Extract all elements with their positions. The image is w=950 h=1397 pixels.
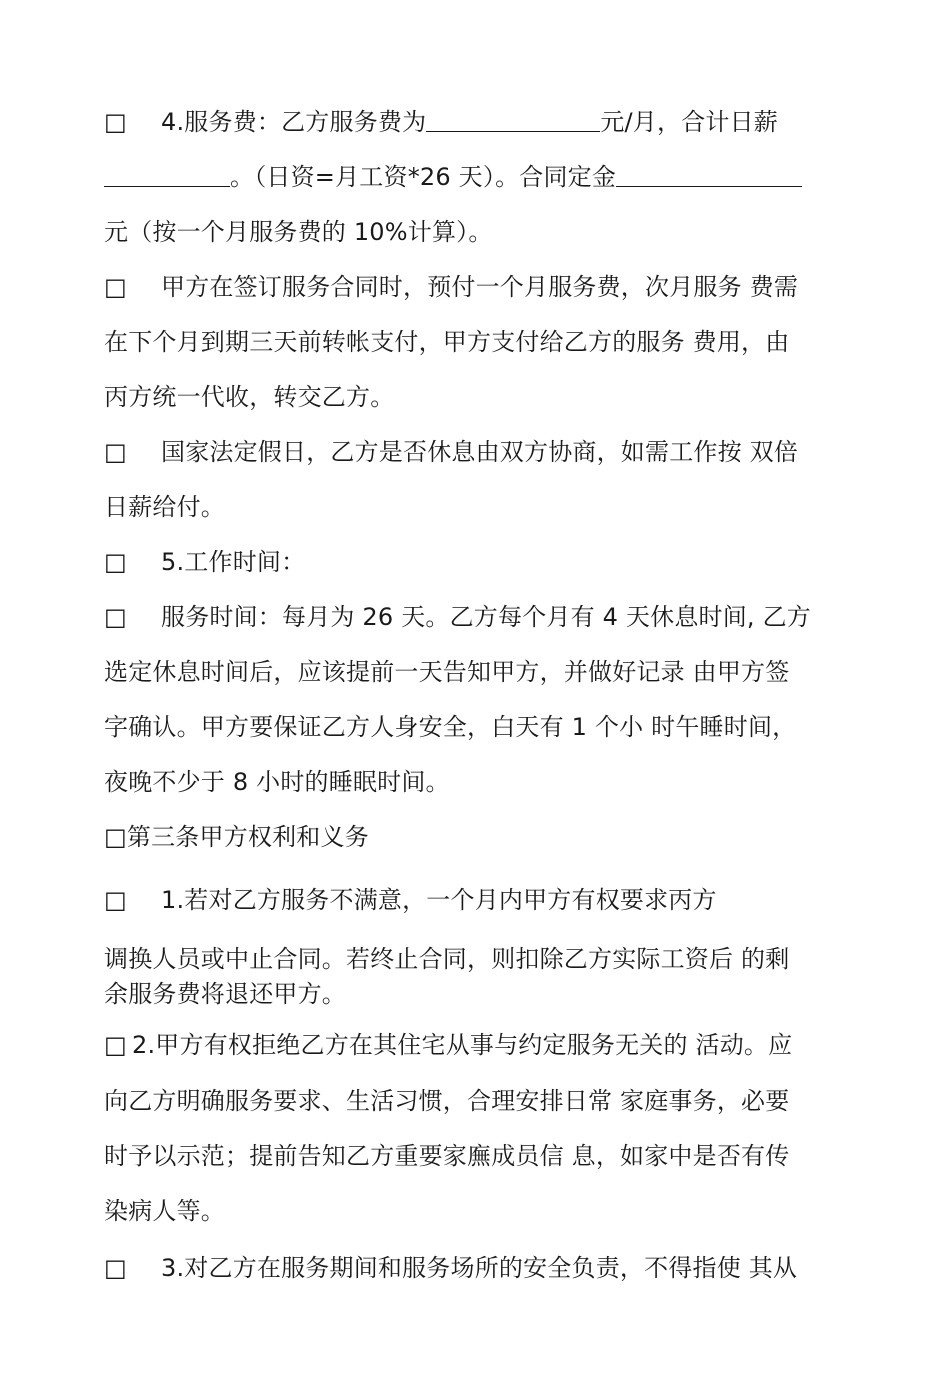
checkbox-article-three[interactable]: □ bbox=[104, 823, 127, 851]
clause-three-text: 3.对乙方在服务期间和服务场所的安全负责，不得指使 其从 bbox=[161, 1254, 798, 1282]
checkbox-clause-two[interactable]: □ bbox=[104, 1031, 127, 1059]
body-line: 余服务费将退还甲方。 bbox=[104, 980, 346, 1008]
article-three-heading bbox=[104, 822, 369, 852]
body-line: 时予以示范；提前告知乙方重要家廡成员信 息，如家中是否有传 bbox=[104, 1142, 790, 1170]
daily-wage-text: 。（日资=月工资*26 天）。合同定金 bbox=[230, 163, 617, 191]
body-line: 字确认。甲方要保证乙方人身安全，白天有 1 个小 时午睡时间， bbox=[104, 713, 797, 741]
fee-line bbox=[104, 107, 778, 137]
body-line: 向乙方明确服务要求、生活习惯，合理安排日常 家庭事务，必要 bbox=[104, 1087, 790, 1115]
body-line: 染病人等。 bbox=[104, 1197, 225, 1225]
service-time-text: 服务时间：每月为 26 天。乙方每个月有 4 天休息时间, 乙方 bbox=[161, 603, 811, 631]
deposit-blank[interactable] bbox=[616, 164, 802, 187]
clause-three-line bbox=[104, 1253, 797, 1283]
fee-label: 4.服务费：乙方服务费为 bbox=[161, 108, 427, 136]
monthly-fee-blank[interactable] bbox=[426, 109, 600, 132]
checkbox-clause-one[interactable]: □ bbox=[104, 886, 127, 914]
article-three-title: 第三条甲方权利和义务 bbox=[126, 823, 369, 851]
holiday-text: 国家法定假日，乙方是否休息由双方协商，如需工作按 双倍 bbox=[161, 438, 799, 466]
service-time-line bbox=[104, 602, 811, 632]
checkbox-work-time[interactable]: □ bbox=[104, 548, 127, 576]
prepay-line bbox=[104, 272, 798, 302]
checkbox-fee[interactable]: □ bbox=[104, 108, 127, 136]
body-line: 选定休息时间后，应该提前一天告知甲方，并做好记录 由甲方签 bbox=[104, 658, 790, 686]
clause-two-text: 2.甲方有权拒绝乙方在其住宅从事与约定服务无关的 活动。应 bbox=[132, 1031, 793, 1059]
fee-unit-text: 元/月，合计日薪 bbox=[600, 108, 778, 136]
checkbox-clause-three[interactable]: □ bbox=[104, 1254, 127, 1282]
body-line: 丙方统一代收，转交乙方。 bbox=[104, 383, 395, 411]
work-time-line bbox=[104, 547, 305, 577]
body-line: 调换人员或中止合同。若终止合同，则扣除乙方实际工资后 的剩 bbox=[104, 945, 790, 973]
checkbox-service-time[interactable]: □ bbox=[104, 603, 127, 631]
daily-wage-blank[interactable] bbox=[104, 164, 230, 187]
body-line: 日薪给付。 bbox=[104, 493, 225, 521]
work-time-heading: 5.工作时间： bbox=[161, 548, 306, 576]
daily-wage-line bbox=[104, 162, 802, 192]
clause-one-text: 1.若对乙方服务不满意，一个月内甲方有权要求丙方 bbox=[161, 886, 717, 914]
body-line: 在下个月到期三天前转帐支付，甲方支付给乙方的服务 费用，由 bbox=[104, 328, 790, 356]
prepay-text: 甲方在签订服务合同时，预付一个月服务费，次月服务 费需 bbox=[161, 273, 799, 301]
clause-one-line bbox=[104, 885, 717, 915]
checkbox-prepay[interactable]: □ bbox=[104, 273, 127, 301]
checkbox-holiday[interactable]: □ bbox=[104, 438, 127, 466]
body-line: 夜晚不少于 8 小时的睡眠时间。 bbox=[104, 768, 450, 796]
deposit-note-line: 元（按一个月服务费的 10%计算）。 bbox=[104, 218, 493, 246]
clause-two-line bbox=[104, 1030, 792, 1060]
holiday-line bbox=[104, 437, 798, 467]
